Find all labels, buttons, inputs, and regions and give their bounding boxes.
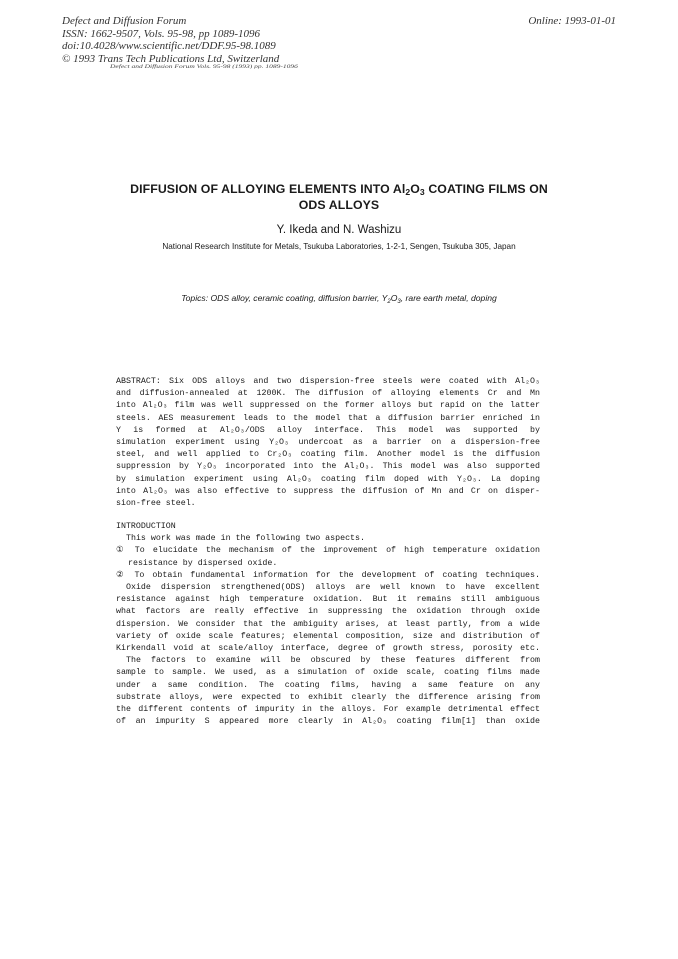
topics-text: O — [390, 293, 398, 303]
intro-line: ① To elucidate the mechanism of the improvement of high temperature oxidation — [116, 546, 540, 556]
abstract-line: into Al₂O₃ was also effective to suppress the diffusion of Mn and Cr on disper- — [116, 486, 540, 496]
intro-line: Kirkendall void at scale/alloy interface, degree of growth stress, porosity etc. — [116, 644, 540, 654]
abstract-line: and diffusion-annealed at 1200K. The diffusion of alloying elements Cr and Mn — [116, 389, 540, 399]
topics-subscript: 3 — [397, 299, 401, 305]
intro-line: substrate alloys, were expected to exhibit clearly the difference arising from — [116, 692, 540, 702]
abstract-line: simulation experiment using Y₂O₃ undercoat as a barrier on a dispersion-free — [116, 438, 540, 448]
topics-text: Topics: ODS alloy, ceramic coating, diffusion barrier, Y — [181, 293, 388, 303]
abstract-line: suppression by Y₂O₃ incorporated into the Al₂O₃. This model was also supported — [116, 462, 540, 472]
introduction-section — [116, 521, 540, 728]
abstract-line: into Al₂O₃ film was well suppressed on the former alloys but rapid on the latter — [116, 401, 540, 411]
intro-line: dispersion. We consider that the ambiguity arises, at least partly, from a wide — [116, 619, 540, 629]
journal-issn: ISSN: 1662-9507, Vols. 95-98, pp 1089-1096 — [62, 27, 260, 40]
intro-line: what factors are really effective in suppressing the oxidation through oxide — [116, 607, 540, 617]
abstract-line: steels. AES measurement leads to the model that a diffusion barrier enriched in — [116, 413, 540, 423]
intro-line: Oxide dispersion strengthened(ODS) alloys are well known to have excellent — [126, 583, 540, 593]
introduction-heading: INTRODUCTION — [116, 522, 176, 531]
intro-line: under a same condition. The coating films, having a same feature on any — [116, 680, 540, 690]
intro-line: variety of oxide scale features; elemental composition, size and distribution of — [116, 631, 540, 641]
journal-doi: doi:10.4028/www.scientific.net/DDF.95-98.1089 — [62, 40, 276, 52]
title-text: O — [410, 182, 420, 196]
authors: Y. Ikeda and N. Washizu — [276, 224, 402, 236]
intro-line: resistance by dispersed oxide. — [128, 558, 278, 568]
intro-line: ② To obtain fundamental information for the development of coating techniques. — [116, 570, 540, 580]
topics-subscript: 2 — [387, 299, 391, 305]
topics-text: , rare earth metal, doping — [400, 293, 497, 303]
title-subscript: 3 — [419, 187, 425, 197]
title-text: DIFFUSION OF ALLOYING ELEMENTS INTO Al — [130, 182, 406, 196]
title-line-2: ODS ALLOYS — [298, 198, 380, 212]
topics-keywords — [100, 293, 578, 303]
abstract-line: sion-free steel. — [116, 499, 196, 509]
intro-line: the different contents of impurity in the alloys. For example detrimental effect — [116, 705, 540, 715]
scanned-running-header: Defect and Diffusion Forum Vols. 95-98 (1993) pp. 1089-1096 — [110, 63, 298, 69]
paper-title — [100, 181, 578, 213]
title-text: COATING FILMS ON — [424, 182, 548, 196]
title-subscript: 2 — [405, 187, 411, 197]
journal-name: Defect and Diffusion Forum — [62, 15, 187, 27]
abstract-line: ABSTRACT: Six ODS alloys and two dispersion-free steels were coated with Al₂O₃ — [116, 377, 540, 386]
intro-line: The factors to examine will be obscured by these features different from — [126, 656, 540, 666]
abstract-line: Y is formed at Al₂O₃/ODS alloy interface. This model was supported by — [116, 425, 540, 435]
online-date: Online: 1993-01-01 — [528, 15, 616, 27]
intro-line: This work was made in the following two aspects. — [126, 534, 365, 544]
journal-copyright: © 1993 Trans Tech Publications Ltd, Switzerland — [62, 52, 280, 65]
intro-line: resistance against high temperature oxidation. But it remains still ambiguous — [116, 595, 540, 605]
intro-line: sample to sample. We used, as a simulation of oxide scale, coating films made — [116, 668, 540, 678]
affiliation: National Research Institute for Metals, Tsukuba Laboratories, 1-2-1, Sengen, Tsukuba 305, Japan — [162, 242, 516, 251]
abstract-line: steel, and well applied to Cr₂O₃ coating film. Another model is the diffusion — [116, 450, 540, 460]
abstract-line: by simulation experiment using Al₂O₃ coating film doped with Y₂O₃. La doping — [116, 474, 540, 484]
intro-line: of an impurity S appeared more clearly in Al₂O₃ coating film[1] than oxide — [116, 717, 540, 727]
abstract — [116, 376, 540, 510]
